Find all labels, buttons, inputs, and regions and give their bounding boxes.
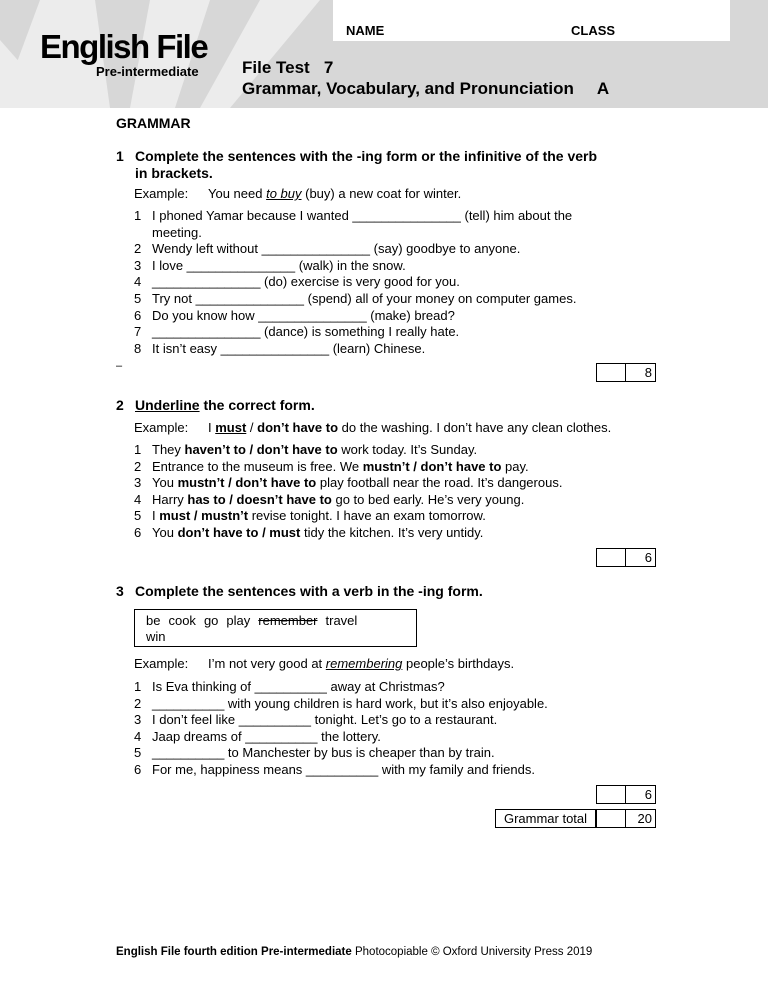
q2-instruction-rest: the correct form. bbox=[199, 397, 315, 413]
list-item: 5 I must / mustn’t revise tonight. I have an exam tomorrow. bbox=[134, 508, 486, 524]
answer-options[interactable]: mustn’t / don’t have to bbox=[177, 475, 317, 491]
q3-instruction: Complete the sentences with a verb in the -ing form. bbox=[135, 583, 483, 599]
stray-mark: – bbox=[116, 360, 123, 372]
example-answer: to buy bbox=[266, 186, 302, 201]
grammar-total-value: 20 bbox=[637, 811, 652, 826]
q1-number: 1 bbox=[116, 148, 124, 164]
list-item: 7 _______________ (dance) is something I really hate. bbox=[134, 324, 460, 340]
list-item: 1 They haven’t to / don’t have to work today. It’s Sunday. bbox=[134, 442, 478, 457]
list-item: 2 Entrance to the museum is free. We mustn’t / don’t have to pay. bbox=[134, 458, 529, 474]
footer-bold: English File fourth edition Pre-intermediate bbox=[116, 946, 352, 958]
logo-title: English File bbox=[40, 28, 208, 65]
list-item: 5 __________ to Manchester by bus is cheaper than by train. bbox=[134, 745, 495, 761]
list-item: 2 __________ with young children is hard work, but it’s also enjoyable. bbox=[134, 695, 548, 711]
q1-instruction-line2: in brackets. bbox=[135, 165, 213, 181]
name-class-box bbox=[333, 0, 730, 41]
answer-options[interactable]: don’t have to / must bbox=[177, 524, 301, 540]
word: cook bbox=[168, 613, 196, 628]
q3-score-box bbox=[596, 785, 656, 804]
q3-example bbox=[134, 656, 514, 671]
list-item: 8 It isn’t easy _______________ (learn) Chinese. bbox=[134, 340, 426, 356]
name-label: NAME bbox=[346, 23, 385, 38]
list-item: meeting. bbox=[152, 224, 202, 240]
word-struck: remember bbox=[258, 613, 318, 628]
q2-instruction-underlined: Underline bbox=[135, 397, 200, 413]
list-item: 3 I love _______________ (walk) in the snow. bbox=[134, 257, 406, 273]
example-text: (buy) a new coat for winter. bbox=[301, 186, 462, 201]
list-item: 4 Harry has to / doesn’t have to go to bed early. He’s very young. bbox=[134, 491, 525, 507]
list-item: 1 Is Eva thinking of __________ away at Christmas? bbox=[134, 679, 445, 694]
q2-number: 2 bbox=[116, 397, 124, 413]
list-item: 2 Wendy left without _______________ (say) goodbye to anyone. bbox=[134, 241, 521, 257]
test-title bbox=[242, 57, 609, 99]
score-value: 8 bbox=[644, 365, 652, 380]
q2-example bbox=[134, 420, 611, 435]
example-label: Example: bbox=[134, 186, 189, 201]
word: go bbox=[203, 613, 219, 628]
section-title: GRAMMAR bbox=[116, 115, 191, 131]
list-item: 6 For me, happiness means __________ with my family and friends. bbox=[134, 761, 535, 777]
answer-options[interactable]: haven’t to / don’t have to bbox=[184, 442, 338, 457]
example-label: Example: bbox=[134, 420, 189, 435]
q1-instruction-line1: Complete the sentences with the -ing form or the infinitive of the verb bbox=[135, 148, 598, 164]
example-text: / bbox=[246, 420, 258, 435]
q1-items bbox=[134, 208, 576, 357]
score-blank[interactable] bbox=[597, 786, 626, 803]
score-value: 6 bbox=[644, 787, 652, 802]
example-option: don’t have to bbox=[257, 420, 339, 435]
q3-heading bbox=[116, 583, 656, 600]
example-label: Example: bbox=[134, 656, 189, 671]
example-text: do the washing. I don’t have any clean clothes. bbox=[338, 420, 612, 435]
logo bbox=[40, 30, 207, 79]
word: win bbox=[146, 629, 166, 644]
list-item: 4 _______________ (do) exercise is very good for you. bbox=[134, 274, 460, 290]
footer-text: Photocopiable © Oxford University Press 2019 bbox=[351, 946, 593, 958]
grammar-total-label: Grammar total bbox=[495, 809, 596, 828]
test-title-line2: Grammar, Vocabulary, and Pronunciation A bbox=[242, 79, 610, 98]
q3-items bbox=[134, 679, 548, 779]
score-value: 6 bbox=[644, 550, 652, 565]
list-item: 6 You don’t have to / must tidy the kitchen. It’s very untidy. bbox=[134, 524, 484, 540]
class-label: CLASS bbox=[571, 23, 616, 38]
q3-number: 3 bbox=[116, 583, 124, 599]
q2-heading bbox=[116, 397, 656, 414]
footer bbox=[116, 946, 592, 958]
list-item: 3 I don’t feel like __________ tonight. Let’s go to a restaurant. bbox=[134, 712, 498, 728]
list-item: 6 Do you know how _______________ (make) bread? bbox=[134, 307, 455, 323]
test-title-line1: File Test 7 bbox=[242, 58, 334, 77]
example-answer: remembering bbox=[325, 656, 403, 671]
list-item: 3 You mustn’t / don’t have to play football near the road. It’s dangerous. bbox=[134, 475, 563, 491]
q1-score-box bbox=[596, 363, 656, 382]
answer-options[interactable]: must / mustn’t bbox=[159, 508, 249, 524]
logo-subtitle: Pre-intermediate bbox=[96, 64, 199, 79]
example-text: I’m not very good at bbox=[208, 656, 326, 671]
score-blank[interactable] bbox=[597, 364, 626, 381]
q2-score-box bbox=[596, 548, 656, 567]
q1-example bbox=[134, 186, 461, 201]
answer-options[interactable]: mustn’t / don’t have to bbox=[362, 458, 502, 474]
q1-instruction bbox=[135, 148, 597, 182]
list-item: 1 I phoned Yamar because I wanted _______________ (tell) him about the bbox=[134, 208, 573, 223]
word: play bbox=[226, 613, 251, 628]
example-answer: must bbox=[215, 420, 247, 435]
score-blank[interactable] bbox=[597, 549, 626, 566]
list-item: 5 Try not _______________ (spend) all of your money on computer games. bbox=[134, 290, 577, 306]
score-blank[interactable] bbox=[597, 810, 626, 827]
answer-options[interactable]: has to / doesn’t have to bbox=[187, 491, 332, 507]
word-box bbox=[134, 609, 417, 647]
word: travel bbox=[325, 613, 358, 628]
q1-heading bbox=[116, 148, 656, 182]
q2-items bbox=[134, 442, 562, 542]
word: be bbox=[146, 613, 161, 628]
grammar-total-box bbox=[596, 809, 656, 828]
example-text: I bbox=[208, 420, 216, 435]
q2-instruction bbox=[135, 397, 315, 414]
example-text: You need bbox=[208, 186, 267, 201]
example-text: people’s birthdays. bbox=[402, 656, 515, 671]
list-item: 4 Jaap dreams of __________ the lottery. bbox=[134, 728, 381, 744]
